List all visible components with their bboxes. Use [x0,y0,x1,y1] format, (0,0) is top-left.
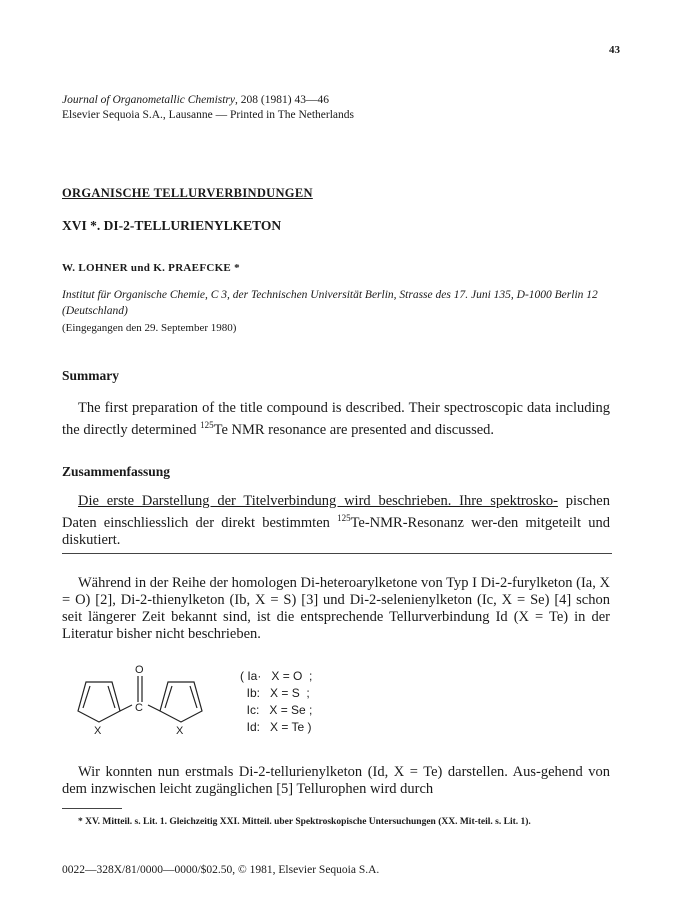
left-bond [120,705,132,711]
right-hetero-atom: X [176,725,184,737]
summary-text [62,400,610,439]
main-paragraph-text: Während in der Reihe der homologen Di-heteroarylketone von Typ I Di-2-furylketon (Ia, X = O) [2], Di-2-thienylketon (Ib, X = S) [3] und Di-2-selenienylketon (Ic, X = Se) [4] schon seit längerer Zeit bekannt sind, ist die entsprechende Tellurverbindung Id (X = Te) in der Literatur bisher nicht beschrieben. [62,575,610,642]
compound-formula: X = O ; [271,669,313,683]
journal-header [62,93,622,123]
carbon-atom: C [135,702,143,714]
compound-row [240,719,312,736]
left-hetero-atom: X [94,725,102,737]
compound-label: ( Ia· [240,669,262,683]
end-paragraph [62,764,610,798]
journal-publisher: Elsevier Sequoia S.A., Lausanne — Printed in The Netherlands [62,109,355,121]
summary-text-b: Te NMR resonance are presented and discussed. [213,421,495,438]
journal-citation-line [62,93,622,108]
series-title: ORGANISCHE TELLURVERBINDUNGEN [62,186,313,200]
summary-text-a: The first preparation of the title compound is described. Their spectroscopic data including the directly determined [62,400,610,438]
affiliation: Institut für Organische Chemie, C 3, der Technischen Universität Berlin, Strasse des 17. Juni 135, D-1000 Berlin 12 (Deutschland) [62,289,598,317]
right-bond [148,705,160,711]
compound-label: Id: [240,720,261,734]
main-paragraph [62,575,610,643]
compound-label: Ic: [240,703,260,717]
zusammenfassung-text [62,493,610,549]
compound-formula: X = S ; [270,686,310,700]
zusammenfassung-heading: Zusammenfassung [62,464,171,479]
chemical-structure [62,662,232,752]
compound-row [240,702,312,719]
compound-formula: X = Se ; [269,703,313,717]
compound-list [240,668,312,736]
zusammenfassung-text-b: Te-NMR-Resonanz wer-den mitgeteilt und diskutiert. [62,514,610,548]
summary-heading: Summary [62,368,119,383]
compound-formula: X = Te ) [270,720,312,734]
compound-row [240,685,312,702]
section-divider [62,553,612,554]
compound-label: Ib: [240,686,261,700]
page-number: 43 [609,44,620,56]
compound-row [240,668,312,685]
zusammenfassung-first-line: Die erste Darstellung der Titelverbindung wird beschrieben. Ihre spektrosko- [78,493,558,509]
journal-name: Journal of Organometallic Chemistry [62,94,236,106]
received-date: (Eingegangen den 29. September 1980) [62,322,237,334]
footnote-divider [62,808,122,809]
end-paragraph-text: Wir konnten nun erstmals Di-2-tellurienylketon (Id, X = Te) darstellen. Aus-gehend von dem inzwischen leicht zugänglichen [5] Tellurophen wird durch [62,764,610,797]
footnote: * XV. Mitteil. s. Lit. 1. Gleichzeitig XXI. Mitteil. uber Spektroskopische Untersuchungen (XX. Mit-teil. s. Lit. 1). [78,817,531,827]
oxygen-atom: O [135,664,144,676]
authors: W. LOHNER und K. PRAEFCKE * [62,262,240,274]
journal-citation: , 208 (1981) 43—46 [235,94,329,106]
paper-title: XVI *. DI-2-TELLURIENYLKETON [62,218,282,233]
copyright-line: 0022—328X/81/0000—0000/$02.50, © 1981, Elsevier Sequoia S.A. [62,864,380,876]
zusammenfassung-isotope: 125 [337,513,351,523]
zusammenfassung-text-a: pischen Daten einschliesslich der direkt bestimmten [62,493,610,531]
summary-isotope: 125 [200,420,214,430]
